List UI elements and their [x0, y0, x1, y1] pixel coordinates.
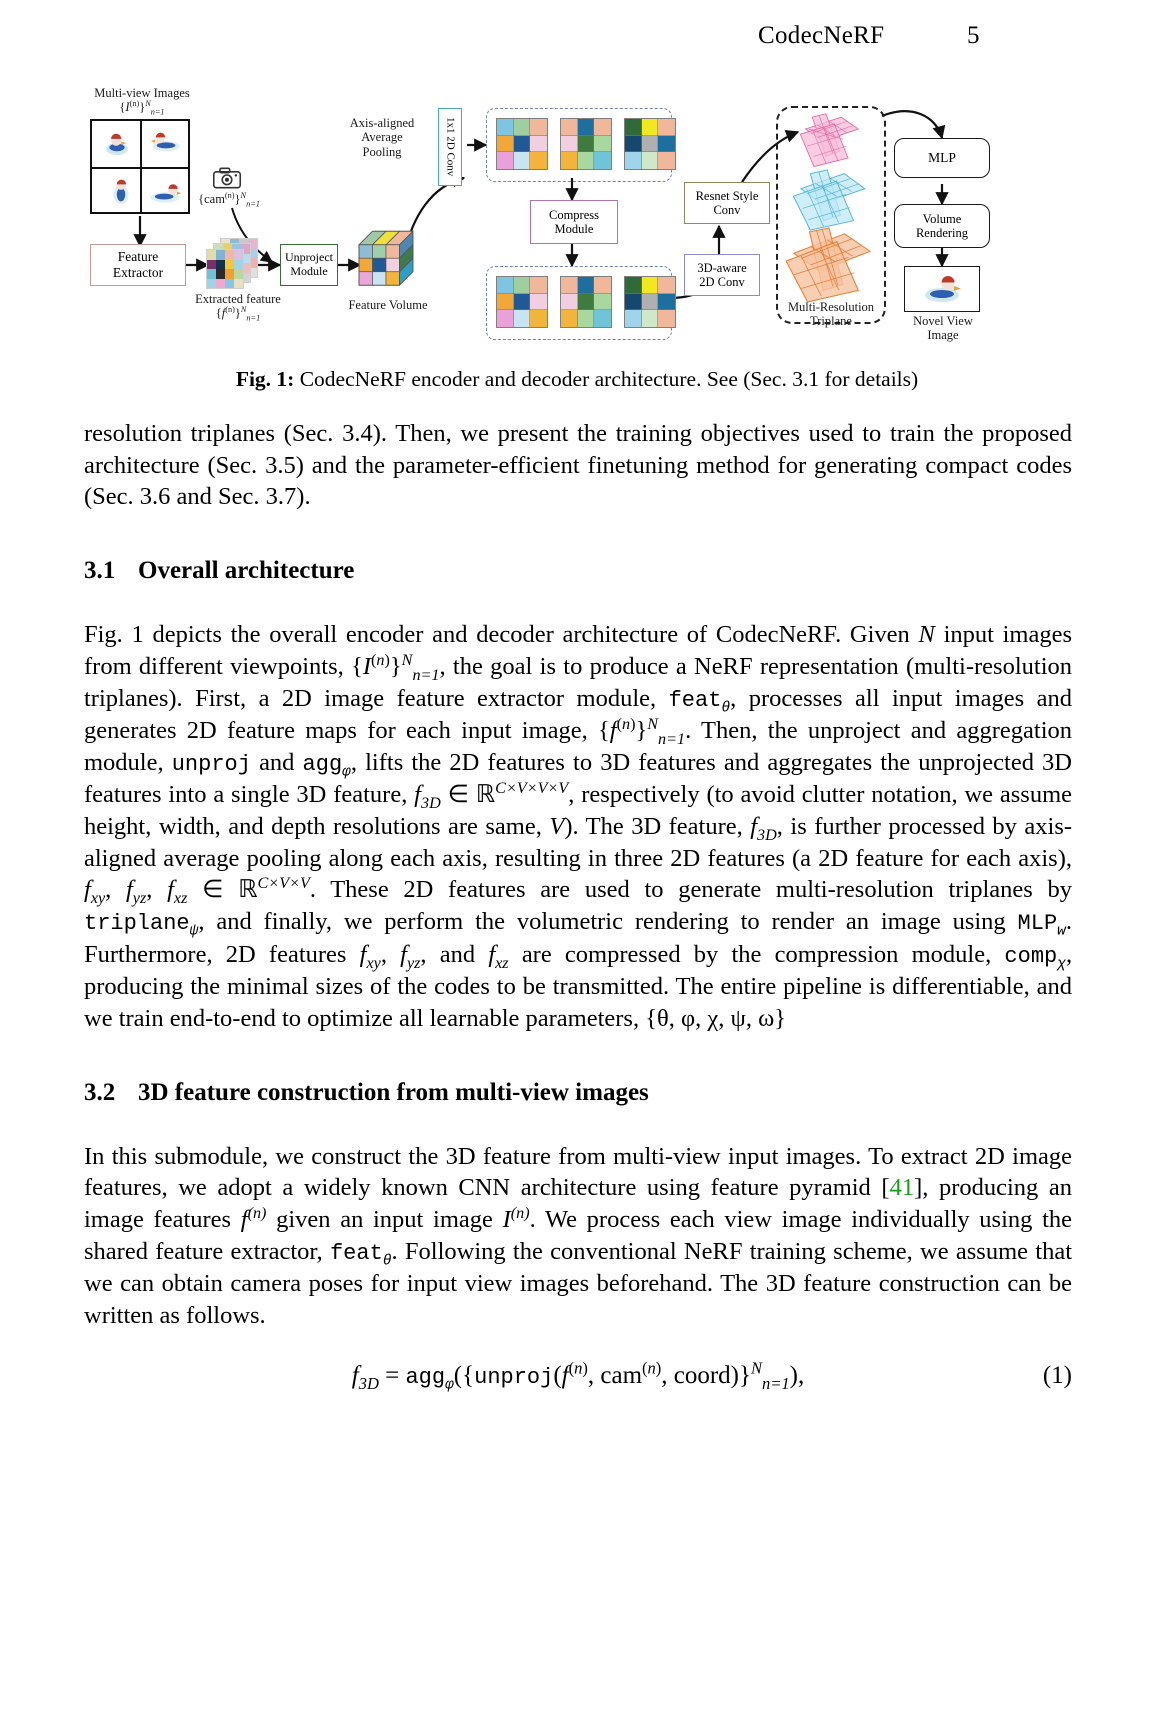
equation-args: ($f^{(n)}$, cam$^{(n)}$, coord) [553, 1358, 740, 1389]
figure-caption-label: Fig. 1: [235, 367, 295, 391]
feature-extractor-label: Feature Extractor [112, 249, 164, 280]
paragraph-intro-continued: resolution triplanes (Sec. 3.4). Then, we present the training objectives used to train the proposed architecture (Sec. 3.5) and the parameter-efficient finetuning method for generating compact codes (Sec. 3.6 and Sec. 3.7). [84, 420, 1072, 511]
feature-volume-cube [356, 223, 416, 295]
equation-lhs: $f_{3D}$ [351, 1361, 379, 1393]
duck-thumbnail [148, 181, 182, 207]
multiview-images-label: Multi-view Images $\{I^{(n)}\}^N_{n=1}$ [94, 86, 190, 117]
math-feat-theta-2: feat$_\theta$ [329, 1240, 392, 1270]
feature-tile-xy [496, 118, 548, 170]
novel-view-image-label: Novel View Image [913, 314, 973, 343]
math-fxy-2: $f_{xy}$ [359, 940, 381, 972]
feature-volume-label: Feature Volume [348, 298, 428, 312]
page-number: 5 [967, 22, 980, 49]
math-params-set: {θ, φ, χ, ψ, ω} [645, 1004, 786, 1032]
equation-1-body [84, 1358, 1072, 1394]
math-f-set: $\{f^{(n)}\}^N_{n=1}$ [598, 715, 686, 748]
mlp-box [894, 138, 990, 178]
multiview-image-grid [90, 119, 190, 214]
compressed-tile-yz [560, 276, 612, 328]
volume-rendering-box [894, 204, 990, 248]
equation-number: (1) [1042, 1361, 1072, 1389]
novel-view-image-box [904, 266, 980, 312]
compress-module-box [530, 200, 618, 244]
compress-module-label: Compress Module [549, 207, 599, 236]
math-R-CVVV: ℝ$^{C\times V\times V\times V}$ [475, 780, 569, 809]
conv-3d-aware-label: 3D-aware 2D Conv [697, 260, 747, 289]
section-heading-3-2 [84, 1079, 1072, 1107]
feature-tile-xz [624, 118, 676, 170]
duck-thumbnail [100, 131, 134, 157]
extracted-feature-label: Extracted feature $\{f^{(n)}\}^N_{n=1}$ [195, 292, 281, 323]
conv-3d-aware-box [684, 254, 760, 296]
equation-agg: agg$_\varphi$ [405, 1364, 454, 1394]
math-f3D-2: $f_{3D}$ [750, 813, 777, 844]
section-heading-3-1 [84, 557, 1072, 585]
math-feat-theta: feat$_\theta$ [668, 687, 731, 716]
extracted-feature-stack [206, 238, 260, 294]
math-fxz-2: $f_{xz}$ [488, 940, 509, 972]
unproject-module-box [280, 244, 338, 286]
math-I-set: $\{I^{(n)}\}^N_{n=1}$ [351, 651, 440, 684]
running-title: CodecNeRF [758, 22, 885, 49]
section-title-3-2: 3D feature construction from multi-view images [138, 1078, 649, 1106]
math-triplane-psi: triplane$_\psi$ [84, 911, 199, 940]
citation-41[interactable]: 41 [889, 1174, 915, 1202]
math-R-CVV: ℝ$^{C\times V\times V}$ [238, 875, 310, 904]
page-body [84, 418, 1073, 1394]
multi-resolution-triplane-label: Multi-Resolution Triplane [787, 300, 875, 329]
equation-close: }$^N_{n=1}$), [739, 1358, 805, 1393]
volume-rendering-label: Volume Rendering [915, 211, 969, 240]
paragraph-3d-feature-construction: In this submodule, we construct the 3D feature from multi-view input images. To extract 2D image features, we adopt a widely known CNN architecture using feature pyramid [41], producing an image features $f^{(n)}$ given an input image $I^{(n)}$. We process each view image individually using the shared feature extractor, feat$_\theta$. Following the conventional NeRF training scheme, we assume that we can obtain camera poses for input view images beforehand. The 3D feature construction can be written as follows. [84, 1142, 1073, 1329]
math-f3D: $f_{3D}$ [414, 781, 441, 813]
section-number-3-2: 3.2 [84, 1078, 116, 1106]
paragraph-overall-architecture: Fig. 1 depicts the overall encoder and decoder architecture of CodecNeRF. Given N input images from different viewpoints, $\{I^{(n)}\}^N_{n=1}$, the goal is to produce a NeRF representation (multi-resolution triplanes). First, a 2D image feature extractor module, feat$_\theta$, processes all input images and generates 2D feature maps for each input image, $\{f^{(n)}\}^N_{n=1}$. Then, the unproject and aggregation module, unproj and agg$_\varphi$, lifts the 2D features to 3D features and aggregates the unprojected 3D features into a single 3D feature, $f_{3D}$ ∈ ℝ$^{C\times V\times V\times V}$, respectively (to avoid clutter notation, we assume height, width, and depth resolutions are same, V). The 3D feature, $f_{3D}$, is further processed by axis-aligned average pooling along each axis, resulting in three 2D features (a 2D feature for each axis), $f_{xy}$, $f_{yz}$, $f_{xz}$ ∈ ℝ$^{C\times V\times V}$. These 2D features are used to generate multi-resolution triplanes by triplane$_\psi$, and finally, we perform the volumetric rendering to render an image using $MLP_w$. Furthermore, 2D features $f_{xy}$, $f_{yz}$, and $f_{xz}$ are compressed by the compression module, comp$_\chi$, producing the minimal sizes of the codes to be transmitted. The entire pipeline is differentiable, and we train end-to-end to optimize all learnable parameters, {θ, φ, χ, ψ, ω} [84, 621, 1073, 1032]
compressed-tile-xz [624, 276, 676, 328]
duck-thumbnail [149, 129, 183, 155]
equation-1 [84, 1358, 1072, 1394]
section-number-3-1: 3.1 [84, 557, 116, 585]
equation-equals: = [385, 1361, 400, 1389]
equation-open: ({ [453, 1361, 475, 1389]
extracted-feature-sublabel: $\{f^{(n)}\}^N_{n=1}$ [215, 305, 261, 323]
feature-extractor-box [90, 244, 186, 286]
math-MLP-w: $MLP_w$ [1017, 911, 1066, 940]
figure-caption [82, 365, 1072, 394]
conv-1x1-2d-label: 1x1 2D Conv [444, 117, 457, 177]
duck-render-icon [919, 273, 965, 305]
equation-unproj: unproj [474, 1364, 554, 1390]
math-comp-chi: comp$_\chi$ [1004, 943, 1066, 973]
multiview-images-sublabel: $\{I^{(n)}\}^N_{n=1}$ [119, 99, 165, 117]
compressed-tile-xy [496, 276, 548, 328]
figure-caption-text: CodecNeRF encoder and decoder architecture. See (Sec. 3.1 for details) [299, 367, 919, 391]
math-agg-phi: agg$_\varphi$ [302, 751, 351, 781]
math-unproj: unproj [171, 751, 251, 777]
resnet-style-conv-label: Resnet Style Conv [695, 188, 759, 217]
duck-thumbnail [104, 179, 138, 205]
triplane-pink [788, 112, 874, 170]
triplane-blue [784, 168, 878, 232]
math-fyz-2: $f_{yz}$ [400, 940, 421, 972]
resnet-style-conv-box [684, 182, 770, 224]
conv-1x1-2d-box [438, 108, 462, 186]
math-I-n: $I^{(n)}$ [502, 1204, 530, 1233]
triplane-orange [780, 226, 882, 304]
axis-aligned-pooling-label: Axis-aligned Average Pooling [349, 116, 415, 159]
feature-tile-yz [560, 118, 612, 170]
math-N: N [918, 621, 935, 649]
section-title-3-1: Overall architecture [138, 557, 355, 585]
unproject-module-label: Unproject Module [285, 250, 333, 278]
figure-1 [82, 86, 1072, 346]
camera-icon [212, 166, 242, 190]
camera-label: $\{cam^{(n)}\}^N_{n=1}$ [198, 190, 260, 209]
math-fxy: $f_{xy}$ [84, 876, 106, 908]
running-header [0, 22, 1150, 56]
math-V: V [549, 813, 565, 840]
math-f-n: $f^{(n)}$ [240, 1204, 267, 1233]
math-fyz: $f_{yz}$ [125, 876, 147, 908]
math-fxz: $f_{xz}$ [167, 876, 188, 908]
mlp-label: MLP [928, 150, 956, 166]
